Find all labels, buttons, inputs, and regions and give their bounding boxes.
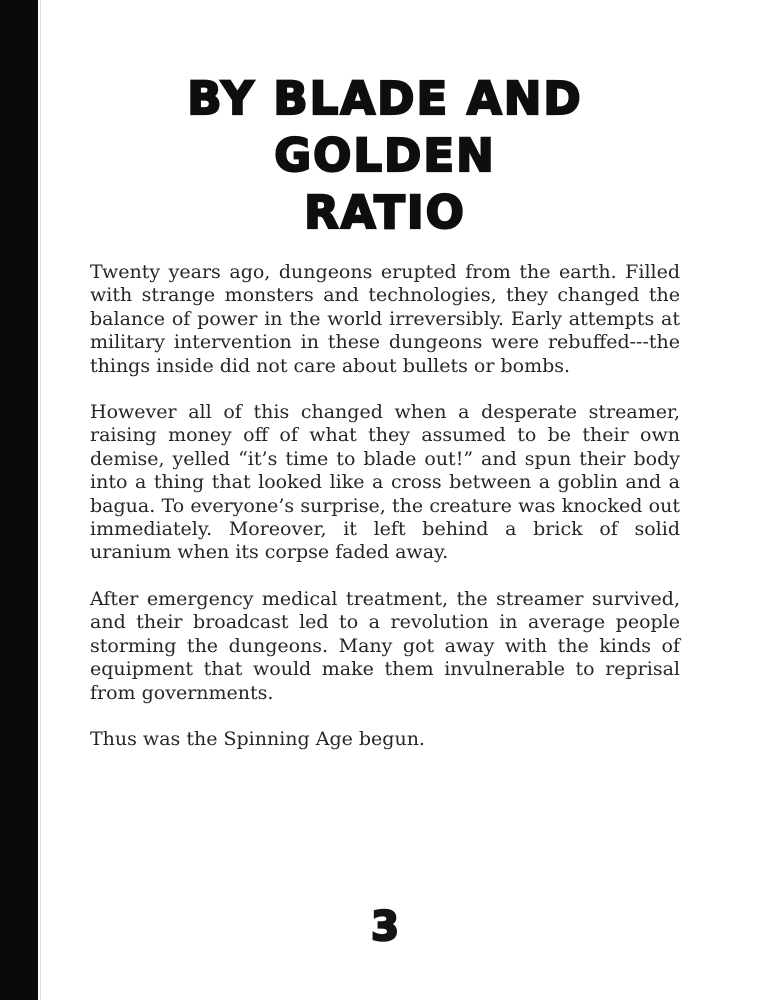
paragraph-3: After emergency medical treatment, the streamer survived, and their broadcast led to a revolution in average people storming the dungeons. Many got away with the kinds of equipment that would make them invulnerable to reprisal from governments. [90,587,680,704]
left-spine-bar [0,0,38,1000]
chapter-body [90,261,680,751]
page-number: 3 [371,904,399,950]
chapter-title-line2: RATIO [304,186,466,239]
page-content [38,0,772,1000]
paragraph-4: Thus was the Spinning Age begun. [90,727,425,750]
chapter-title [90,70,680,241]
chapter-title-line1: BY BLADE AND GOLDEN [187,72,583,182]
paragraph-1: Twenty years ago, dungeons erupted from the earth. Filled with strange monsters and technologies, they changed the balance of power in the world irreversibly. Early attempts at military intervention in these dungeons were rebuffed---the things inside did not care about bullets or bombs. [90,261,680,377]
paragraph-2: However all of this changed when a desperate streamer, raising money off of what they assumed to be their own demise, yelled “it’s time to blade out!” and spun their body into a thing that looked like a cross between a goblin and a bagua. To everyone’s surprise, the creature was knocked out immediately. Moreover, it left behind a brick of solid uranium when its corpse faded away. [90,401,680,564]
